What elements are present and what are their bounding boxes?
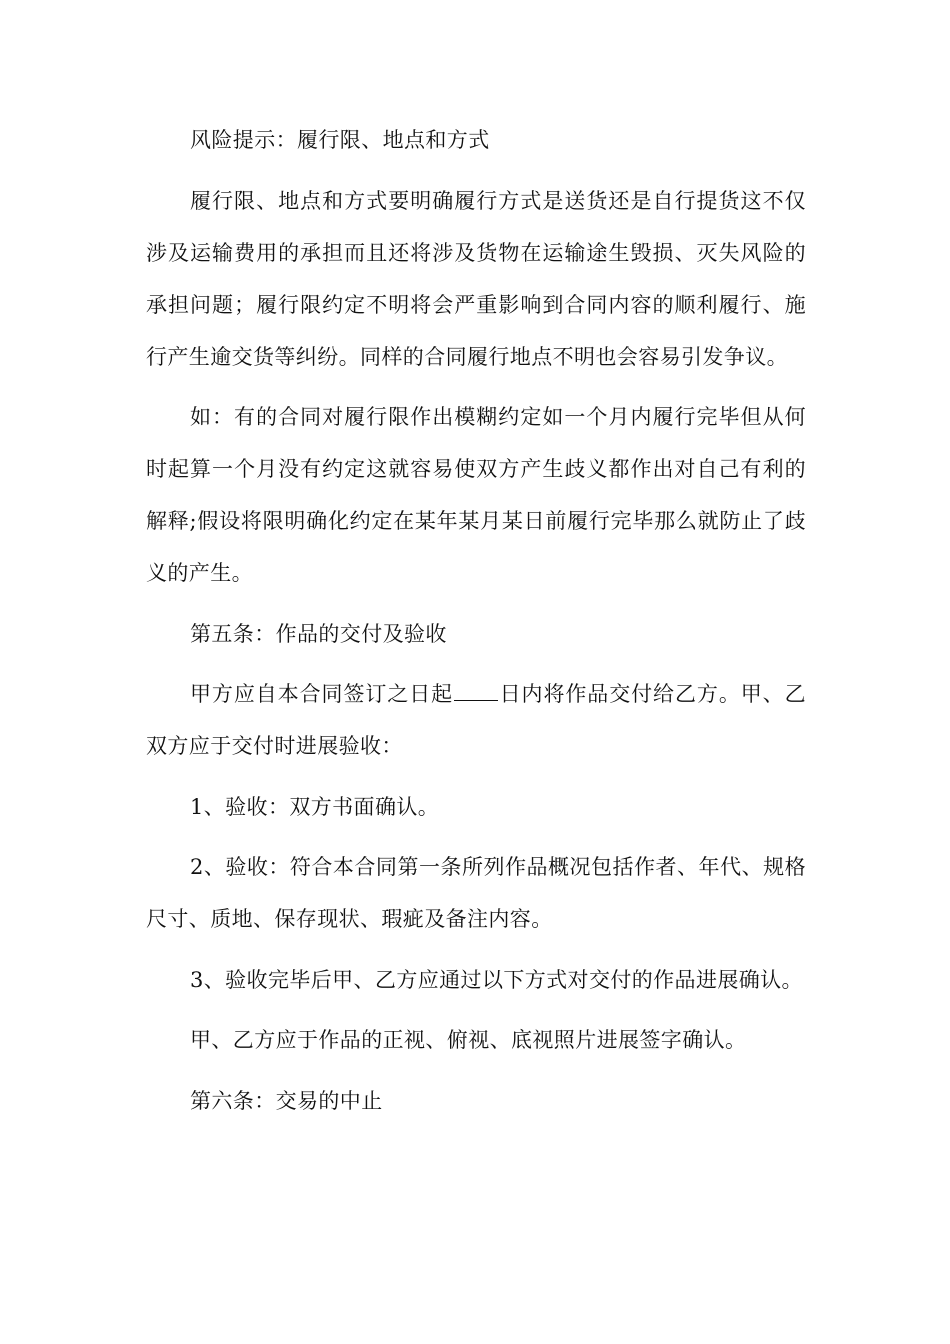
- delivery-paragraph: [146, 668, 806, 772]
- document-page: [146, 114, 806, 1135]
- photo-confirmation-paragraph: 甲、乙方应于作品的正视、俯视、底视照片进展签字确认。: [190, 1028, 747, 1052]
- acceptance-item-1: 1、验收：双方书面确认。: [190, 794, 440, 819]
- risk-notice-heading: 风险提示：履行限、地点和方式: [190, 128, 490, 152]
- acceptance-item-3: 3、验收完毕后甲、乙方应通过以下方式对交付的作品进展确认。: [190, 967, 803, 992]
- article-five-heading: 第五条：作品的交付及验收: [190, 621, 447, 646]
- days-blank-field: [454, 684, 498, 701]
- delivery-text-end: 日内将作品交付给乙方。甲、乙双方应于交付时进展验收：: [146, 682, 806, 758]
- example-paragraph: 如：有的合同对履行限作出模糊约定如一个月内履行完毕但从何时起算一个月没有约定这就容易使双方产生歧义都作出对自己有利的解释;假设将限明确化约定在某年某月某日前履行完毕那么就防止了歧义的产生。: [146, 405, 806, 585]
- delivery-text-start: 甲方应自本合同签订之日起: [190, 682, 454, 706]
- article-six-heading: 第六条：交易的中止: [190, 1088, 383, 1113]
- acceptance-item-2: 2、验收：符合本合同第一条所列作品概况包括作者、年代、规格尺寸、质地、保存现状、瑕疵及备注内容。: [146, 855, 806, 931]
- performance-terms-paragraph: 履行限、地点和方式要明确履行方式是送货还是自行提货这不仅涉及运输费用的承担而且还将涉及货物在运输途生毁损、灭失风险的承担问题；履行限约定不明将会严重影响到合同内容的顺利履行、施行产生逾交货等纠纷。同样的合同履行地点不明也会容易引发争议。: [146, 188, 806, 369]
